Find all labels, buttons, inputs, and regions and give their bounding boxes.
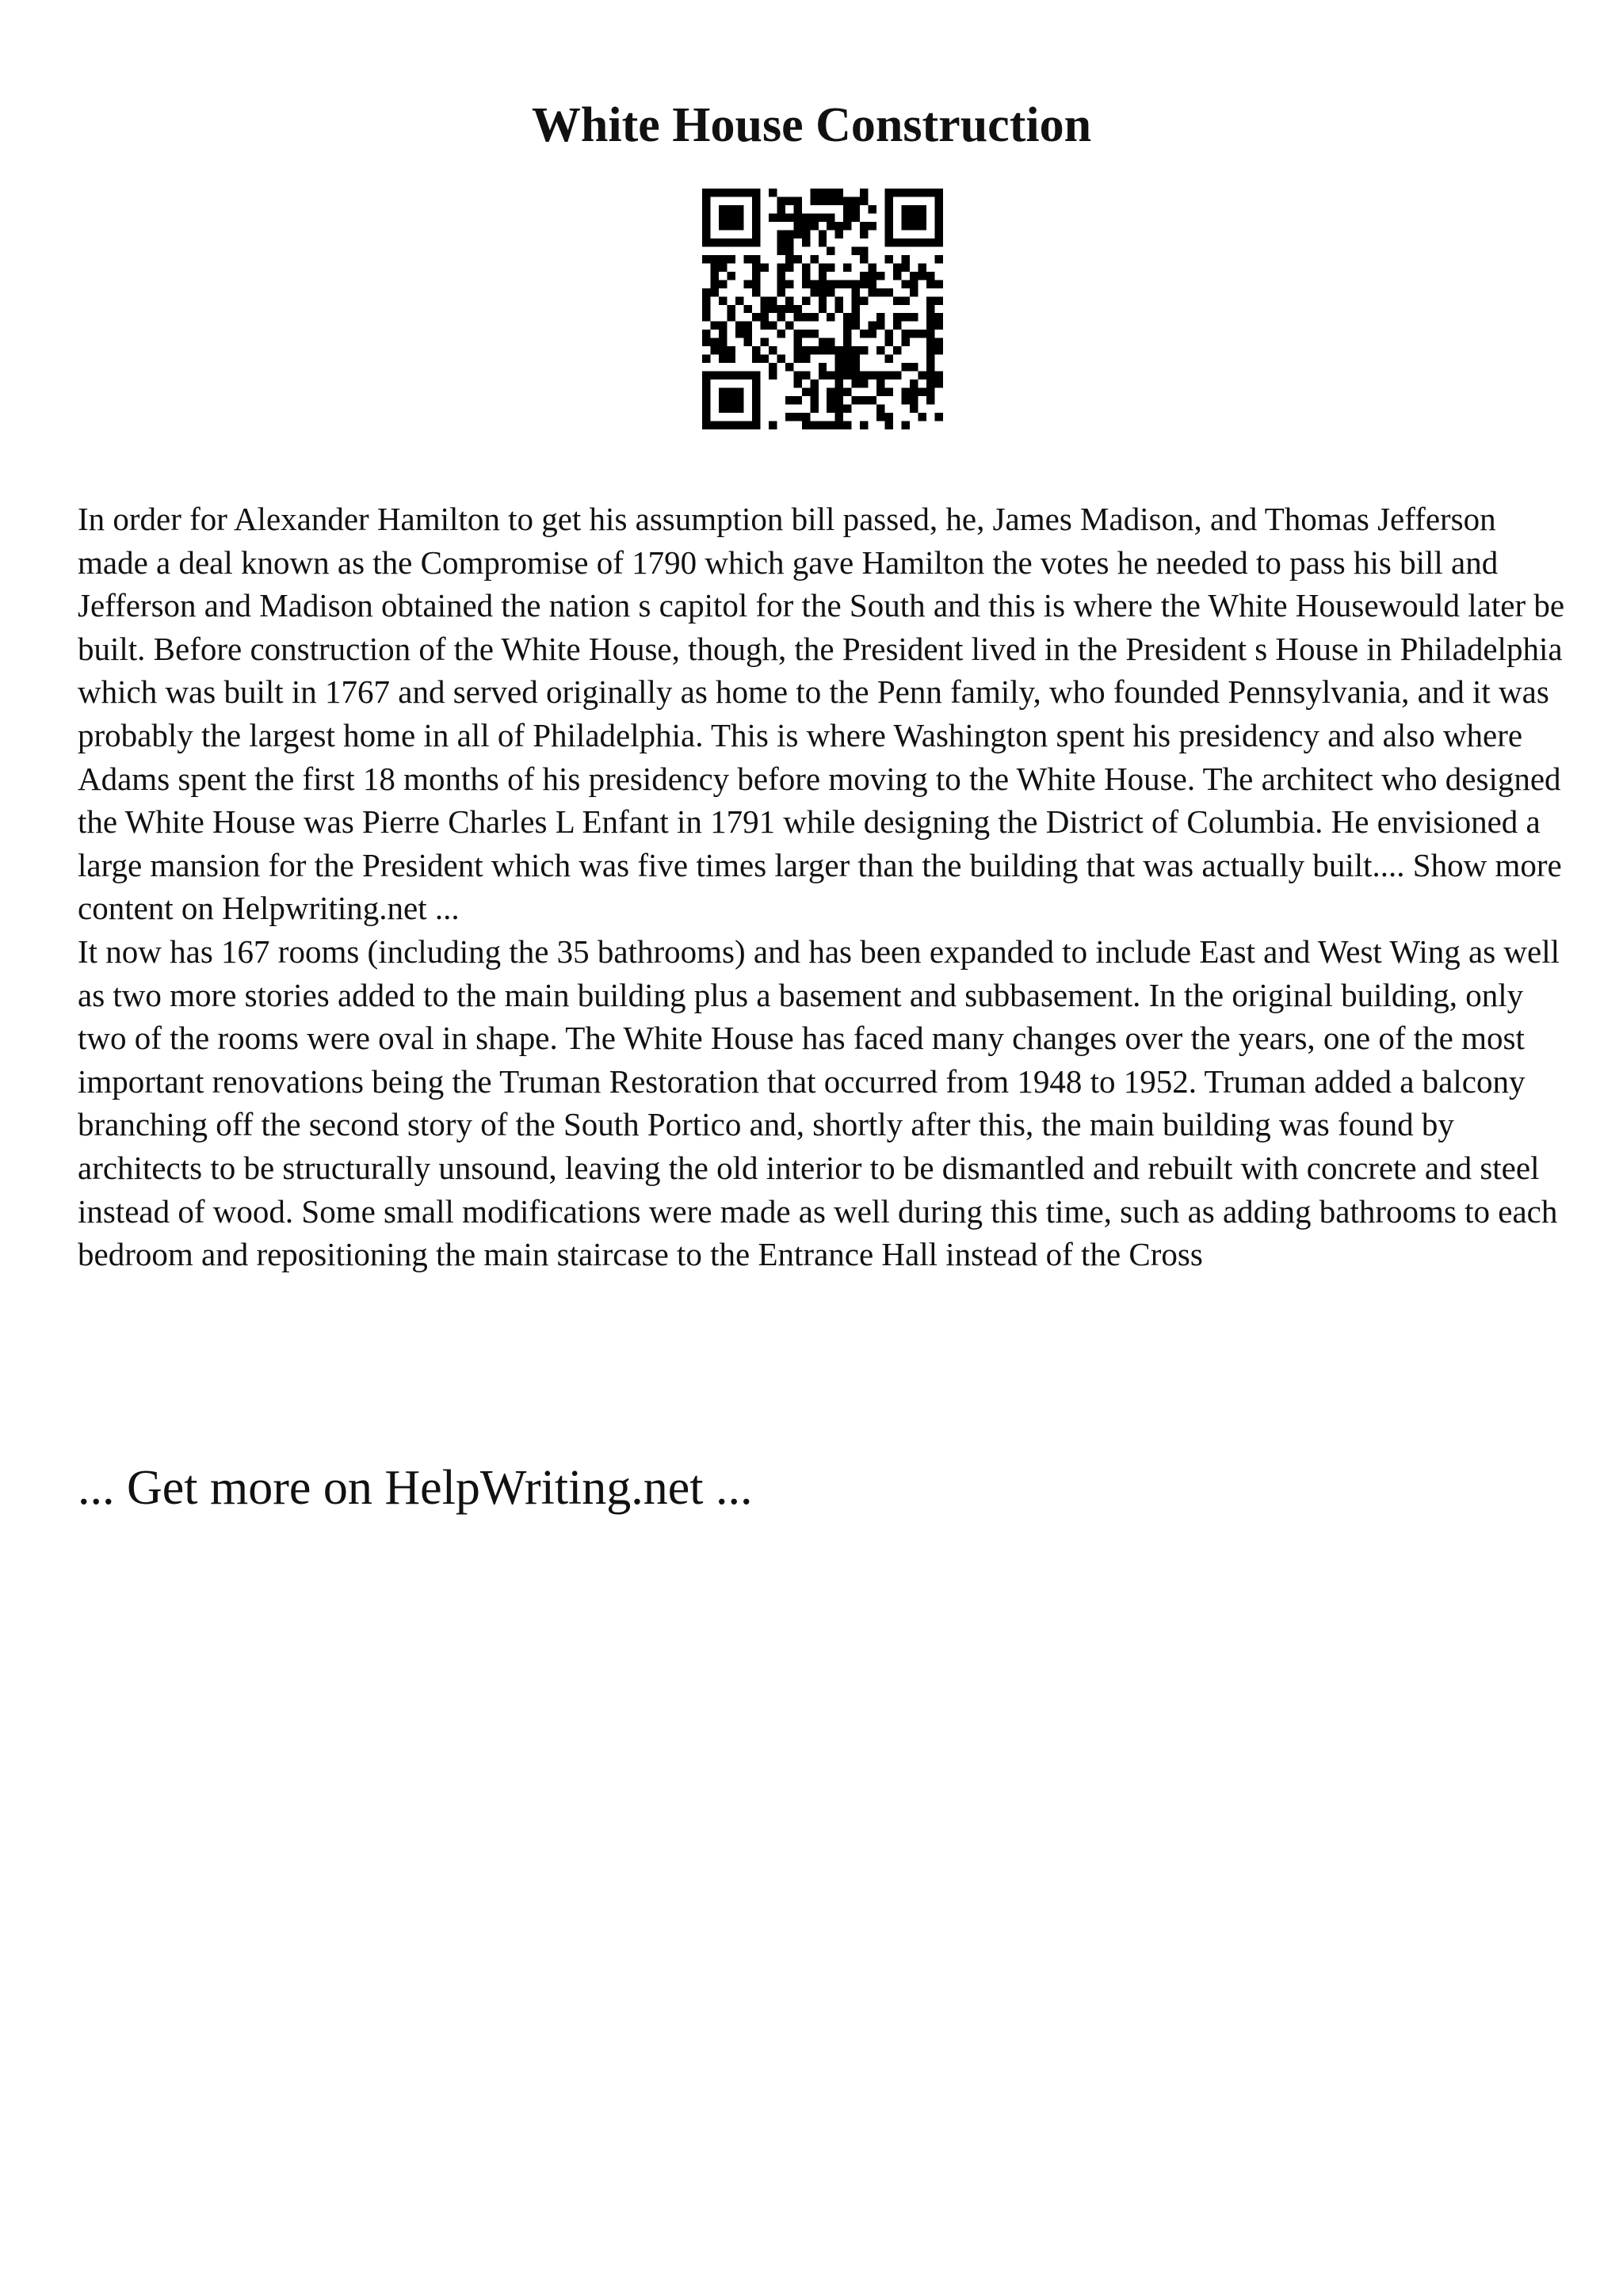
paragraph-2: It now has 167 rooms (including the 35 bathrooms) and has been expanded to include East and West Wing as well as two more stories added to the main building plus a basement and subbasement. In the original building, only two of the rooms were oval in shape. The White House has faced many changes over the years, one of the most important renovations being the Truman Restoration that occurred from 1948 to 1952. Truman added a balcony branching off the second story of the South Portico and, shortly after this, the main building was found by architects to be structurally unsound, leaving the old interior to be dismantled and rebuilt with concrete and steel instead of wood. Some small modifications were made as well during this time, such as adding bathrooms to each bedroom and repositioning the main staircase to the Entrance Hall instead of the Cross [78, 933, 1560, 1273]
qr-code-icon[interactable] [702, 189, 943, 429]
paragraph-1: In order for Alexander Hamilton to get his assumption bill passed, he, James Madison, and Thomas Jefferson made a deal known as the Compromise of 1790 which gave Hamilton the votes he needed to pass his bill and Jefferson and Madison obtained the nation s capitol for the South and this is where the White Housewould later be built. Before construction of the White House, though, the President lived in the President s House in Philadelphia which was built in 1767 and served originally as home to the Penn family, who founded Pennsylvania, and it was probably the largest home in all of Philadelphia. This is where Washington spent his presidency and also where Adams spent the first 18 months of his presidency before moving to the White House. The architect who designed the White House was Pierre Charles L Enfant in 1791 while designing the District of Columbia. He envisioned a large mansion for the President which was five times larger than the building that was actually built.... Show more content on Helpwriting.net ... [78, 501, 1565, 927]
article-body [78, 498, 1568, 1276]
get-more-link[interactable]: ... Get more on HelpWriting.net ... [78, 1461, 753, 1515]
page-title: White House Construction [531, 98, 1092, 152]
